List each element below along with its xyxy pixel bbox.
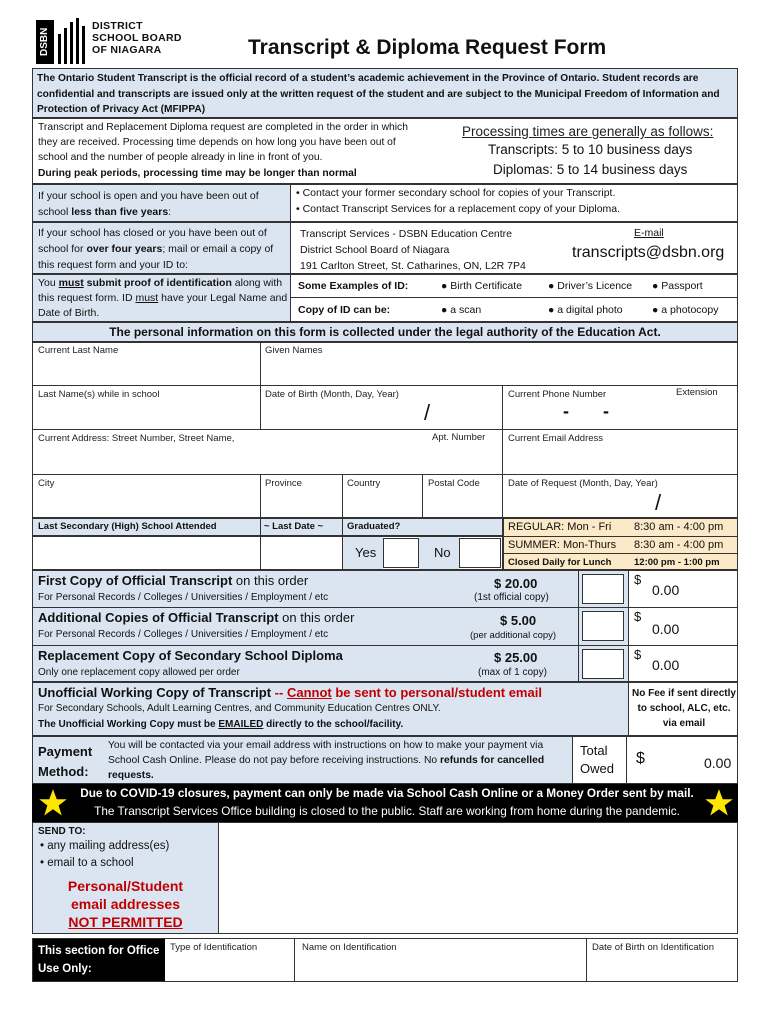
order-first-copy-note: (1st official copy) xyxy=(474,592,549,603)
open-school-text: If your school is open and you have been out of school less than five years: xyxy=(38,190,259,218)
order-additional-currency: $ xyxy=(634,609,642,624)
hours-lunch-label: Closed Daily for Lunch xyxy=(508,557,612,568)
covid-line-2: The Transcript Services Office building is closed to the public. Staff are working from home during the pandemic. xyxy=(94,804,680,818)
closed-school-text: If your school has closed or you have been out of school for over four years; mail or email a copy of this request form and your ID to: xyxy=(38,227,274,271)
unofficial-note: The Unofficial Working Copy must be EMAILED directly to the school/facility. xyxy=(38,719,404,730)
apt-field[interactable]: Apt. Number xyxy=(432,432,486,443)
graduated-yes-checkbox[interactable] xyxy=(383,538,419,568)
phone-dash-1: - xyxy=(563,401,569,421)
send-to-warning: Personal/Student email addresses NOT PERMITTED xyxy=(67,878,184,930)
order-diploma-amount[interactable]: 0.00 xyxy=(652,657,680,673)
graduated-no-label: No xyxy=(434,545,451,560)
transcripts-email-link[interactable]: transcripts@dsbn.org xyxy=(572,244,725,261)
email-field[interactable]: Current Email Address xyxy=(508,433,604,444)
amount-column-bg xyxy=(629,571,737,681)
send-to-address-input[interactable] xyxy=(220,824,736,932)
request-date-field[interactable]: Date of Request (Month, Day, Year) xyxy=(508,478,658,489)
order-first-copy-amount[interactable]: 0.00 xyxy=(652,582,680,598)
address-field[interactable]: Current Address: Street Number, Street Name, xyxy=(38,433,235,444)
covid-line-1: Due to COVID-19 closures, payment can only be made via School Cash Online or a Money Order sent by mail. xyxy=(80,786,694,800)
order-first-copy-sub: For Personal Records / Colleges / Universities / Employment / etc xyxy=(38,592,329,603)
hours-summer-label: SUMMER: Mon-Thurs xyxy=(508,539,617,551)
graduated-label: Graduated? xyxy=(347,521,401,532)
total-owed-amount[interactable]: 0.00 xyxy=(704,755,732,771)
intro-notice: The Ontario Student Transcript is the official record of a student’s academic achievement in the Province of Ontario. Student records are confidential and transcripts are issued only at the written request of the student and are subject to the Municipal Freedom of Information and Protection of Privacy Act (MFIPPA) xyxy=(32,68,738,118)
order-diploma-title: Replacement Copy of Secondary School Diploma xyxy=(38,648,343,663)
id-examples-label: Some Examples of ID: xyxy=(298,280,409,292)
dob-slash: / xyxy=(424,400,431,425)
open-school-bullet-2: • Contact Transcript Services for a replacement copy of your Diploma. xyxy=(296,203,621,215)
mailing-address: Transcript Services - DSBN Education Centre District School Board of Niagara 191 Carlton Street, St. Catharines, ON, L2R 7P4 xyxy=(300,228,526,272)
unofficial-title: Unofficial Working Copy of Transcript -- Cannot be sent to personal/student email xyxy=(38,685,542,700)
hours-summer-time: 8:30 am - 4:00 pm xyxy=(634,539,724,551)
id-example-licence: ● Driver’s Licence xyxy=(548,280,633,292)
hours-regular-time: 8:30 am - 4:00 pm xyxy=(634,521,724,533)
id-copy-scan: ● a scan xyxy=(441,304,482,316)
extension-field[interactable]: Extension xyxy=(676,387,718,398)
order-additional-qty[interactable] xyxy=(582,611,624,641)
legal-notice: The personal information on this form is collected under the legal authority of the Education Act. xyxy=(32,322,738,342)
order-diploma-currency: $ xyxy=(634,647,642,662)
logo-icon xyxy=(58,18,88,64)
order-first-currency: $ xyxy=(634,572,642,587)
order-additional-sub: For Personal Records / Colleges / Universities / Employment / etc xyxy=(38,629,329,640)
phone-field[interactable]: Current Phone Number xyxy=(508,389,607,400)
id-copy-label: Copy of ID can be: xyxy=(298,304,391,316)
order-first-copy-price: $ 20.00 xyxy=(494,576,538,591)
graduated-yes-label: Yes xyxy=(355,545,377,560)
office-use-label: This section for Office Use Only: xyxy=(38,945,160,975)
order-additional-note: (per additional copy) xyxy=(470,630,557,641)
payment-instructions: You will be contacted via your email address with instructions on how to make your payment via School Cash Online. Please do not pay before receiving instructions. No refunds for cancelled requests. xyxy=(108,740,545,781)
hours-regular-label: REGULAR: Mon - Fri xyxy=(508,521,612,533)
total-owed-label: Total Owed xyxy=(580,743,614,776)
request-date-slash: / xyxy=(655,490,662,515)
postal-code-field[interactable]: Postal Code xyxy=(428,478,480,489)
logo-text: DISTRICT SCHOOL BOARD OF NIAGARA xyxy=(92,20,182,56)
processing-diplomas: Diplomas: 5 to 14 business days xyxy=(493,162,688,177)
send-to-bullet-2: • email to a school xyxy=(40,857,134,869)
unofficial-fee: No Fee if sent directly to school, ALC, etc. via email xyxy=(632,688,736,729)
unofficial-sub: For Secondary Schools, Adult Learning Centres, and Community Education Centres ONLY. xyxy=(38,703,441,714)
last-school-label: Last Secondary (High) School Attended xyxy=(38,521,217,532)
order-first-copy-title: First Copy of Official Transcript on this order xyxy=(38,573,309,588)
phone-dash-2: - xyxy=(603,401,609,421)
processing-text: Transcript and Replacement Diploma request are completed in the order in which they are received. Processing time depends on how long you have been out of school and the number of people already in line in front of you. xyxy=(38,122,408,163)
email-label: E-mail xyxy=(634,227,664,239)
payment-method-label: Payment Method: xyxy=(38,744,93,779)
page-title: Transcript & Diploma Request Form xyxy=(248,36,607,59)
order-additional-price: $ 5.00 xyxy=(500,613,537,628)
office-id-type[interactable]: Type of Identification xyxy=(170,942,258,953)
id-copy-photo: ● a digital photo xyxy=(548,304,623,316)
order-diploma-note: (max of 1 copy) xyxy=(478,667,547,678)
country-field[interactable]: Country xyxy=(347,478,381,489)
send-to-label: SEND TO: xyxy=(38,826,86,837)
id-copy-photocopy: ● a photocopy xyxy=(652,304,719,316)
office-id-name[interactable]: Name on Identification xyxy=(302,942,397,953)
dob-field[interactable]: Date of Birth (Month, Day, Year) xyxy=(265,389,399,400)
order-first-copy-qty[interactable] xyxy=(582,574,624,604)
send-to-bullet-1: • any mailing address(es) xyxy=(40,840,170,852)
province-field[interactable]: Province xyxy=(265,478,302,489)
school-last-names-field[interactable]: Last Name(s) while in school xyxy=(38,389,160,400)
processing-transcripts: Transcripts: 5 to 10 business days xyxy=(488,142,693,157)
id-example-passport: ● Passport xyxy=(652,280,703,292)
total-currency: $ xyxy=(636,750,645,767)
open-school-bullet-1: • Contact your former secondary school for copies of your Transcript. xyxy=(296,187,616,199)
office-id-dob[interactable]: Date of Birth on Identification xyxy=(592,942,714,953)
order-diploma-sub: Only one replacement copy allowed per order xyxy=(38,667,240,678)
given-names-field[interactable]: Given Names xyxy=(265,345,323,356)
city-field[interactable]: City xyxy=(38,478,55,489)
personal-info-grid xyxy=(32,342,738,518)
order-additional-title: Additional Copies of Official Transcript on this order xyxy=(38,610,355,625)
last-name-field[interactable]: Current Last Name xyxy=(38,345,119,356)
processing-heading: Processing times are generally as follows: xyxy=(462,124,714,139)
order-additional-amount[interactable]: 0.00 xyxy=(652,621,680,637)
order-diploma-qty[interactable] xyxy=(582,649,624,679)
order-diploma-price: $ 25.00 xyxy=(494,650,538,665)
id-example-birth: ● Birth Certificate xyxy=(441,280,523,292)
id-requirement-text: You must submit proof of identification along with this request form. ID must have your Legal Name and Date of Birth. xyxy=(38,277,288,319)
graduated-no-checkbox[interactable] xyxy=(459,538,501,568)
processing-peak: During peak periods, processing time may be longer than normal xyxy=(38,168,357,179)
hours-lunch-time: 12:00 pm - 1:00 pm xyxy=(634,557,720,568)
logo-mark: DSBN xyxy=(36,20,54,64)
last-date-label: ~ Last Date ~ xyxy=(264,521,324,532)
